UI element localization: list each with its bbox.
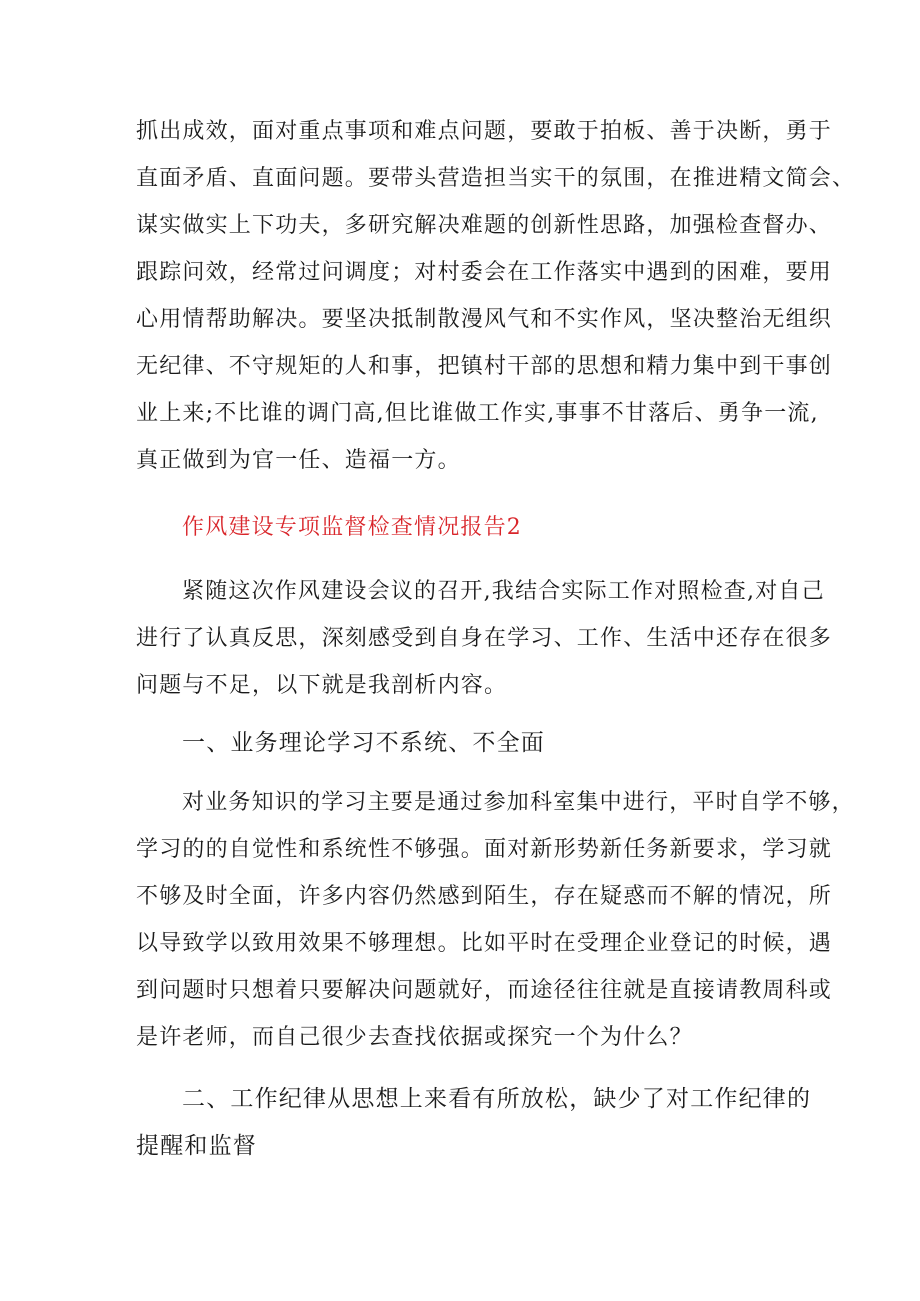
section-heading: 二、工作纪律从思想上来看有所放松，缺少了对工作纪律的 <box>182 1086 812 1112</box>
paragraph-line: 业上来;不比谁的调门高,但比谁做工作实,事事不甘落后、勇争一流, <box>136 401 819 426</box>
section-heading: 一、业务理论学习不系统、不全面 <box>182 730 545 756</box>
paragraph-line: 无纪律、不守规矩的人和事，把镇村干部的思想和精力集中到干事创 <box>136 354 833 379</box>
paragraph-line: 真正做到为官一任、造福一方。 <box>136 448 461 473</box>
section-body-line: 不够及时全面，许多内容仍然感到陌生，存在疑惑而不解的情况，所 <box>136 884 833 909</box>
intro-line: 问题与不足，以下就是我剖析内容。 <box>136 673 508 698</box>
paragraph-line: 抓出成效，面对重点事项和难点问题，要敢于拍板、善于决断，勇于 <box>136 119 833 144</box>
paragraph-line: 心用情帮助解决。要坚决抵制散漫风气和不实作风，坚决整治无组织 <box>136 307 833 332</box>
section-body-line: 对业务知识的学习主要是通过参加科室集中进行，平时自学不够， <box>182 790 855 815</box>
section-body-line: 学习的的自觉性和系统性不够强。面对新形势新任务新要求，学习就 <box>136 837 833 862</box>
intro-line: 紧随这次作风建设会议的召开,我结合实际工作对照检查,对自己 <box>182 579 825 604</box>
section-body-line: 是许老师，而自己很少去查找依据或探究一个为什么？ <box>136 1025 693 1050</box>
paragraph-line: 直面矛盾、直面问题。要带头营造担当实干的氛围，在推进精文简会、 <box>136 166 856 191</box>
section-body-line: 到问题时只想着只要解决问题就好，而途径往往就是直接请教周科或 <box>136 978 833 1003</box>
section-body-line: 以导致学以致用效果不够理想。比如平时在受理企业登记的时候，遇 <box>136 931 833 956</box>
report-title: 作风建设专项监督检查情况报告2 <box>182 515 522 540</box>
section-heading: 提醒和监督 <box>136 1133 257 1159</box>
paragraph-line: 谋实做实上下功夫，多研究解决难题的创新性思路，加强检查督办、 <box>136 213 833 238</box>
intro-line: 进行了认真反思，深刻感受到自身在学习、工作、生活中还存在很多 <box>136 626 833 651</box>
paragraph-line: 跟踪问效，经常过问调度；对村委会在工作落实中遇到的困难，要用 <box>136 260 833 285</box>
